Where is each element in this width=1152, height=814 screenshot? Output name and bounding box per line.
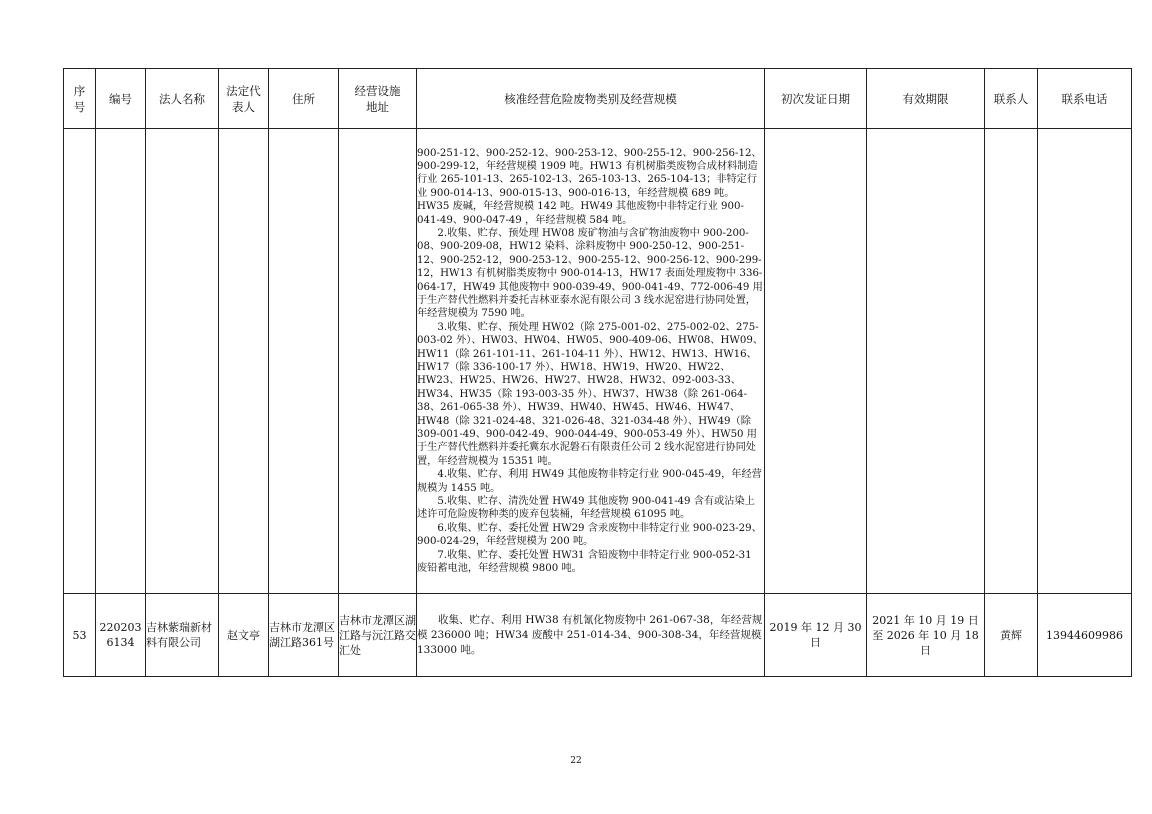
row-validity: 2021 年 10 月 19 日至 2026 年 10 月 18 日 (867, 594, 985, 677)
header-phone: 联系电话 (1038, 69, 1132, 129)
header-legal-name: 法人名称 (146, 69, 219, 129)
cont-phone (1038, 129, 1132, 594)
table-row (64, 594, 1132, 677)
header-contact: 联系人 (985, 69, 1038, 129)
header-row (64, 69, 1132, 129)
header-facility: 经营设施地址 (339, 69, 417, 129)
cont-legal-name (146, 129, 219, 594)
header-code: 编号 (96, 69, 146, 129)
cont-residence (269, 129, 339, 594)
scope-paragraph: 7.收集、贮存、委托处置 HW31 含铅废物中非特定行业 900-052-31 废铅蓄电池，年经营规模 9800 吨。 (417, 549, 752, 575)
continued-row (64, 129, 1132, 594)
page-number: 22 (570, 756, 582, 766)
cont-code (96, 129, 146, 594)
header-validity: 有效期限 (867, 69, 985, 129)
row-legal-name: 吉林紫瑞新材料有限公司 (146, 594, 219, 677)
row-seq: 53 (64, 594, 96, 677)
row-scope: 收集、贮存、利用 HW38 有机氰化物废物中 261-067-38，年经营规模 236000 吨；HW34 废酸中 251-014-34、900-308-34，年经营规模 133000 吨。 (417, 594, 765, 677)
scope-paragraph: 3.收集、贮存、预处理 HW02（除 275-001-02、275-002-02、275-003-02 外）、HW03、HW04、HW05、900-409-06、HW08、HW09、HW11（除 261-101-11、261-104-11 外）、HW12、HW13、HW16、HW17（除 336-100-17 外）、HW18、HW19、HW20、HW22、HW23、HW25、HW26、HW27、HW28、HW32、092-003-33、HW34、HW35（除 193-003-35 外）、HW37、HW38（除 261-064-38、261-065-38 外）、HW39、HW40、HW45、HW46、HW47、HW48（除 321-024-48、321-026-48、321-034-48 外）、HW49（除 309-001-49、900-042-49、900-044-49、900-053-49 外）、HW50 用于生产替代性燃料并委托冀东水泥磐石有限责任公司 2 线水泥窑进行协同处置，年经营规模为 15351 吨。 (417, 321, 764, 467)
row-first-date: 2019 年 12 月 30 日 (765, 594, 867, 677)
header-seq: 序号 (64, 69, 96, 129)
cont-first-date (765, 129, 867, 594)
scope-paragraph: 2.收集、贮存、预处理 HW08 废矿物油与含矿物油废物中 900-200-08、900-209-08，HW12 染料、涂料废物中 900-250-12、900-251-12、900-252-12，900-253-12、900-255-12、900-256-12、900-299-12，HW13 有机树脂类废物中 900-014-13，HW17 表面处理废物中 336-064-17，HW49 其他废物中 900-039-49、900-041-49、772-006-49 用于生产替代性燃料并委托吉林亚泰水泥有限公司 3 线水泥窑进行协同处置，年经营规模为 7590 吨。 (417, 227, 763, 320)
row-phone: 13944609986 (1038, 594, 1132, 677)
header-first-date: 初次发证日期 (765, 69, 867, 129)
header-rep: 法定代表人 (219, 69, 269, 129)
cont-validity (867, 129, 985, 594)
header-scope: 核准经营危险废物类别及经营规模 (417, 69, 765, 129)
scope-paragraph: 900-251-12、900-252-12、900-253-12、900-255-12、900-256-12、900-299-12，年经营规模 1909 吨。HW13 有机树脂类废物合成材料制造行业 265-101-13、265-102-13、265-103-13、265-104-13；非特定行业 900-014-13、900-015-13、900-016-13，年经营规模 689 吨。HW35 废碱，年经营规模 142 吨。HW49 其他废物中非特定行业 900-041-49、900-047-49 ，年经营规模 584 吨。 (417, 147, 762, 226)
permit-table (63, 68, 1132, 677)
cont-facility (339, 129, 417, 594)
cont-seq (64, 129, 96, 594)
scope-paragraph: 6.收集、贮存、委托处置 HW29 含汞废物中非特定行业 900-023-29、900-024-29，年经营规模为 200 吨。 (417, 522, 762, 548)
scope-paragraph: 4.收集、贮存、利用 HW49 其他废物非特定行业 900-045-49，年经营规模为 1455 吨。 (417, 469, 762, 494)
header-residence: 住所 (269, 69, 339, 129)
row-contact: 黄辉 (985, 594, 1038, 677)
cont-contact (985, 129, 1038, 594)
row-rep: 赵文亭 (219, 594, 269, 677)
continued-scope-cell (417, 129, 765, 594)
cont-rep (219, 129, 269, 594)
row-code: 2202036134 (96, 594, 146, 677)
row-residence: 吉林市龙潭区湖江路361号 (269, 594, 339, 677)
row-facility: 吉林市龙潭区湖江路与沅江路交汇处 (339, 594, 417, 677)
scope-paragraph: 5.收集、贮存、清洗处置 HW49 其他废物 900-041-49 含有或沾染上述许可危险废物种类的废弃包装桶，年经营规模 61095 吨。 (417, 496, 755, 521)
